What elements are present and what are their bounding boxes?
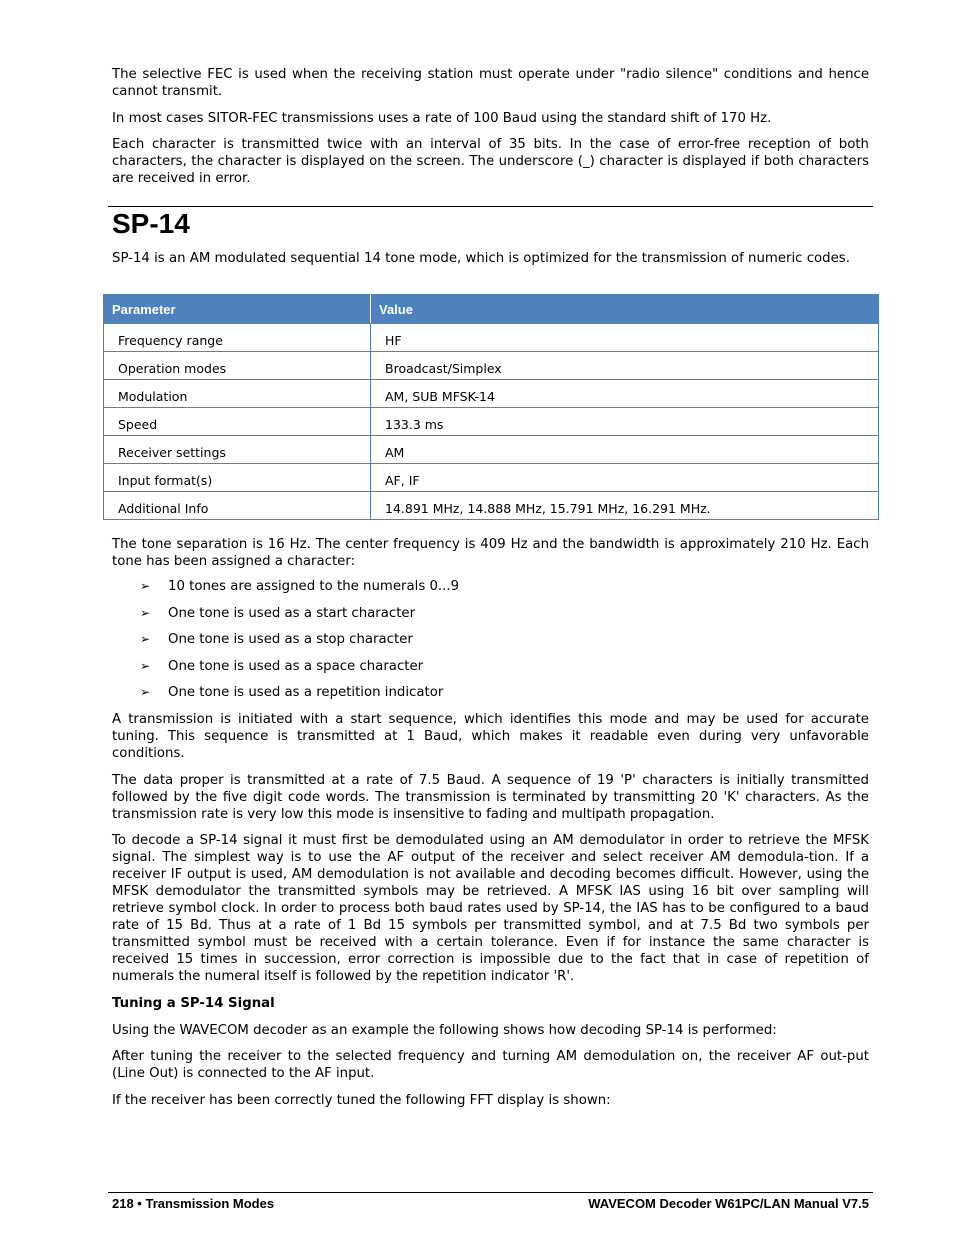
section-intro: SP-14 is an AM modulated sequential 14 tone mode, which is optimized for the transmission of numeric codes. xyxy=(112,251,850,266)
table-cell-parameter: Modulation xyxy=(104,380,371,408)
table-row xyxy=(104,464,879,492)
arrow-bullet-icon: ➢ xyxy=(140,658,151,673)
table-cell-value: HF xyxy=(371,324,879,352)
list-item xyxy=(140,605,459,632)
table-cell-parameter: Input format(s) xyxy=(104,464,371,492)
table-row xyxy=(104,352,879,380)
arrow-bullet-icon: ➢ xyxy=(140,605,151,620)
list-item-text: One tone is used as a space character xyxy=(168,658,424,674)
table-cell-parameter: Operation modes xyxy=(104,352,371,380)
footer-divider xyxy=(108,1192,873,1193)
table-header-row xyxy=(104,295,879,324)
paragraph-tone-separation: The tone separation is 16 Hz. The center frequency is 409 Hz and the bandwidth is approximately 210 Hz. Each tone has been assigned a character: xyxy=(112,537,869,569)
arrow-bullet-icon: ➢ xyxy=(140,579,151,593)
list-item-text: One tone is used as a stop character xyxy=(168,632,413,647)
section-title: SP-14 xyxy=(112,208,190,239)
list-item-text: One tone is used as a repetition indicator xyxy=(168,685,444,700)
table-row xyxy=(104,380,879,408)
table-cell-value: AF, IF xyxy=(371,464,879,492)
list-item xyxy=(140,658,459,685)
table-row xyxy=(104,324,879,352)
table-row xyxy=(104,408,879,436)
tone-list xyxy=(140,578,459,711)
paragraph-fft-display: If the receiver has been correctly tuned the following FFT display is shown: xyxy=(112,1093,611,1108)
table-header-value: Value xyxy=(371,295,879,324)
arrow-bullet-icon: ➢ xyxy=(140,632,151,646)
table-cell-parameter: Speed xyxy=(104,408,371,436)
table-cell-parameter: Frequency range xyxy=(104,324,371,352)
table-cell-value: Broadcast/Simplex xyxy=(371,352,879,380)
table-cell-value: AM xyxy=(371,436,879,464)
paragraph-sitor-fec-rate: In most cases SITOR-FEC transmissions uses a rate of 100 Baud using the standard shift of 170 Hz. xyxy=(112,111,772,126)
table-cell-value: AM, SUB MFSK-14 xyxy=(371,380,879,408)
footer-page-section: 218 • Transmission Modes xyxy=(112,1196,275,1211)
subheading-tuning: Tuning a SP-14 Signal xyxy=(112,996,275,1011)
paragraph-wavecom-example: Using the WAVECOM decoder as an example the following shows how decoding SP-14 is performed: xyxy=(112,1023,777,1038)
table-cell-value: 14.891 MHz, 14.888 MHz, 15.791 MHz, 16.291 MHz. xyxy=(371,492,879,520)
list-item-text: One tone is used as a start character xyxy=(168,605,416,621)
paragraph-selective-fec: The selective FEC is used when the receiving station must operate under "radio silence" conditions and hence cannot transmit. xyxy=(112,67,869,99)
list-item xyxy=(140,578,459,605)
paragraph-decoding: To decode a SP-14 signal it must first be demodulated using an AM demodulator in order to retrieve the MFSK signal. The simplest way is to use the AF output of the receiver and select receiver AM demodula-tion. If a receiver IF output is used, AM demodulation is not available and decoding becomes difficult. However, using the MFSK demodulator the transmitted symbols may be retrieved. A MFSK IAS using 16 bit over sampling will retrieve symbol clock. In order to process both baud rates used by SP-14, the IAS has to be configured to a baud rate of 15 Bd. Thus at a rate of 1 Bd 15 symbols per transmitted symbol, and at 7.5 Bd two symbols per transmitted symbol must be received with a certain tolerance. Even if for instance the same character is received 15 times in succession, error correction is impossible due to the fact that in case of repetition of numerals the numeral itself is followed by the repetition indicator 'R'. xyxy=(112,833,869,984)
table-row xyxy=(104,492,879,520)
table-cell-value: 133.3 ms xyxy=(371,408,879,436)
table-row xyxy=(104,436,879,464)
table-cell-parameter: Receiver settings xyxy=(104,436,371,464)
list-item-text: 10 tones are assigned to the numerals 0...9 xyxy=(168,579,460,594)
footer-manual-title: WAVECOM Decoder W61PC/LAN Manual V7.5 xyxy=(588,1196,869,1211)
list-item xyxy=(140,631,459,658)
paragraph-start-sequence: A transmission is initiated with a start sequence, which identifies this mode and may be used for accurate tuning. This sequence is transmitted at 1 Baud, which makes it readable even during very unfavorable conditions. xyxy=(112,712,869,761)
section-divider xyxy=(108,206,873,207)
list-item xyxy=(140,684,459,711)
table-header-parameter: Parameter xyxy=(104,295,371,324)
parameter-table xyxy=(103,294,879,520)
paragraph-after-tuning: After tuning the receiver to the selected frequency and turning AM demodulation on, the receiver AF out-put (Line Out) is connected to the AF input. xyxy=(112,1049,869,1081)
paragraph-character-transmission: Each character is transmitted twice with an interval of 35 bits. In the case of error-free reception of both characters, the character is displayed on the screen. The underscore (_) character is displayed if both characters are received in error. xyxy=(112,137,869,186)
paragraph-data-proper: The data proper is transmitted at a rate of 7.5 Baud. A sequence of 19 'P' characters is initially transmitted followed by the five digit code words. The transmission is terminated by transmitting 20 'K' characters. As the transmission rate is very low this mode is insensitive to fading and multipath propagation. xyxy=(112,773,869,822)
table-cell-parameter: Additional Info xyxy=(104,492,371,520)
arrow-bullet-icon: ➢ xyxy=(140,685,151,699)
